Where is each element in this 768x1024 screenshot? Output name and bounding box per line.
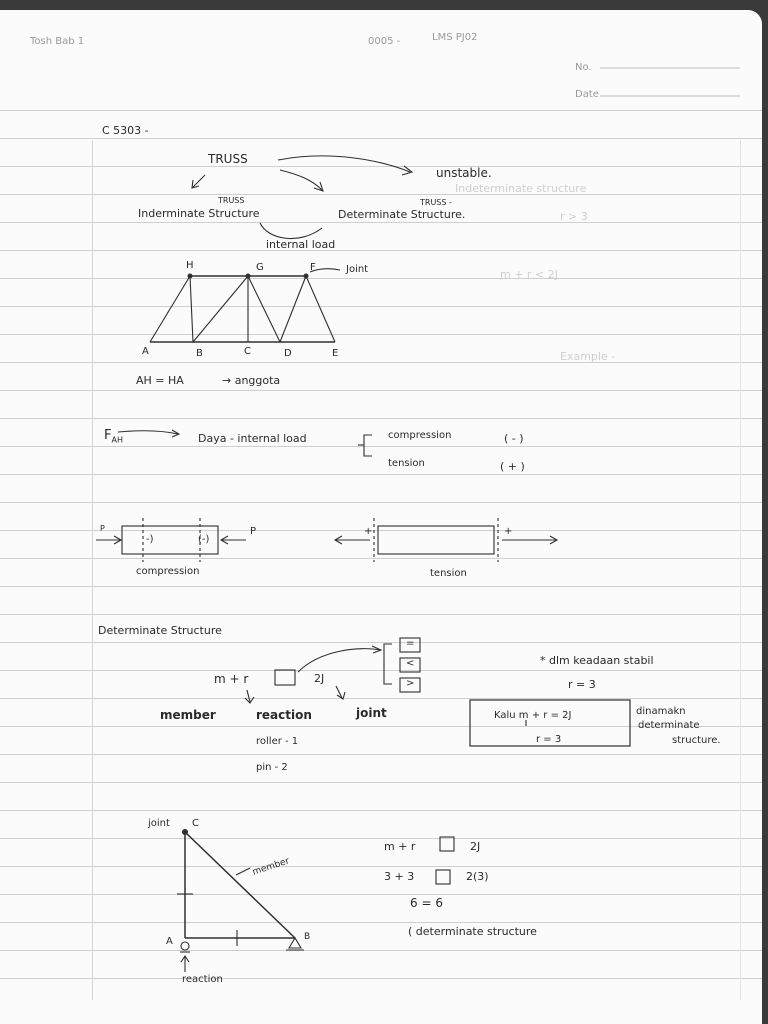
joint-a: A [142,346,149,357]
anggota-label: → anggota [222,374,281,387]
top-center-note-2: LMS PJ02 [432,32,478,43]
date-label: Date [575,89,599,100]
reaction-label: reaction [256,708,312,722]
choice-less: < [406,658,415,669]
show-through-2: Indeterminate structure [455,182,587,195]
triangle-reaction-label: reaction [182,974,223,985]
triangle-c: C [192,818,199,829]
daya-label: Daya - internal load [198,432,307,445]
pin-value: pin - 2 [256,762,288,773]
tension-sign: ( + ) [500,460,525,473]
joint-e: E [332,348,339,359]
notebook-page [0,10,762,1024]
triangle-a: A [166,936,173,947]
joint-b: B [196,348,203,359]
truss-diagram [150,269,340,342]
tension-caption: tension [430,568,467,579]
joint-label: joint [356,706,387,720]
triangle-joint-label: joint [148,818,170,829]
show-through-4: r > 3 [560,210,588,223]
top-center-note: 0005 - [368,36,401,47]
calc-line-1-right: 2J [470,840,481,853]
kalu-r-equals-3: r = 3 [536,734,562,745]
indeterminate-structure: Inderminate Structure [138,207,260,220]
triangle-b: B [304,932,311,942]
member-label: member [160,708,216,722]
show-through-1: m + r < 2J [500,268,558,281]
kalu-equation: Kalu m + r = 2J [494,710,572,721]
load-p-left: P [100,524,105,533]
calc-line-2: 3 + 3 [384,870,415,883]
force-symbol: $F_{AH}$ [104,428,123,445]
compression-sign: ( - ) [504,432,524,445]
calc-line-1: m + r [384,840,416,853]
handwritten-diagrams [0,10,762,1024]
internal-load-label: internal load [266,238,336,251]
calc-line-4: ( determinate structure [408,925,537,938]
compression-word: compression [388,430,452,441]
determinate-word: determinate [638,720,700,731]
triangle-structure [177,830,304,973]
tension-sign-right: + [504,526,513,537]
stable-note: * dlm keadaan stabil [540,654,654,667]
load-p-right: P [250,526,257,537]
triangle-member-label: member [251,856,291,878]
comp-sign-left: -) [146,534,154,545]
unstable-label: unstable. [436,166,492,180]
two-j: 2J [314,672,325,685]
joint-c: C [244,346,251,357]
truss-small-right: TRUSS - [420,198,452,207]
compression-caption: compression [136,566,200,577]
joint-word: Joint [346,264,369,275]
calc-line-2-right: 2(3) [466,870,489,883]
roller-value: roller - 1 [256,736,299,747]
determinate-structure: Determinate Structure. [338,208,466,221]
structure-word: structure. [672,735,721,746]
top-left-note: Tosh Bab 1 [30,36,85,47]
comp-sign-right: (-) [198,534,210,545]
truss-title: TRUSS [208,152,248,166]
m-plus-r: m + r [214,672,249,686]
ah-equation: AH = HA [136,374,184,387]
course-code: C 5303 - [102,124,149,137]
r-equals-3: r = 3 [568,678,596,691]
joint-g: G [256,262,264,273]
tension-word: tension [388,458,425,469]
show-through-3: Example - [560,350,616,363]
choice-greater: > [406,678,415,689]
joint-f: F [310,262,316,273]
truss-small-left: TRUSS [218,196,245,205]
joint-d: D [284,348,292,359]
calc-line-3: 6 = 6 [410,896,443,910]
tension-sign-left: + [364,526,373,537]
choice-equal: = [406,638,415,649]
joint-h: H [186,260,194,271]
dinamakan-label: dinamakn [636,706,686,717]
determinate-heading: Determinate Structure [98,624,222,637]
no-label: No. [575,62,592,73]
